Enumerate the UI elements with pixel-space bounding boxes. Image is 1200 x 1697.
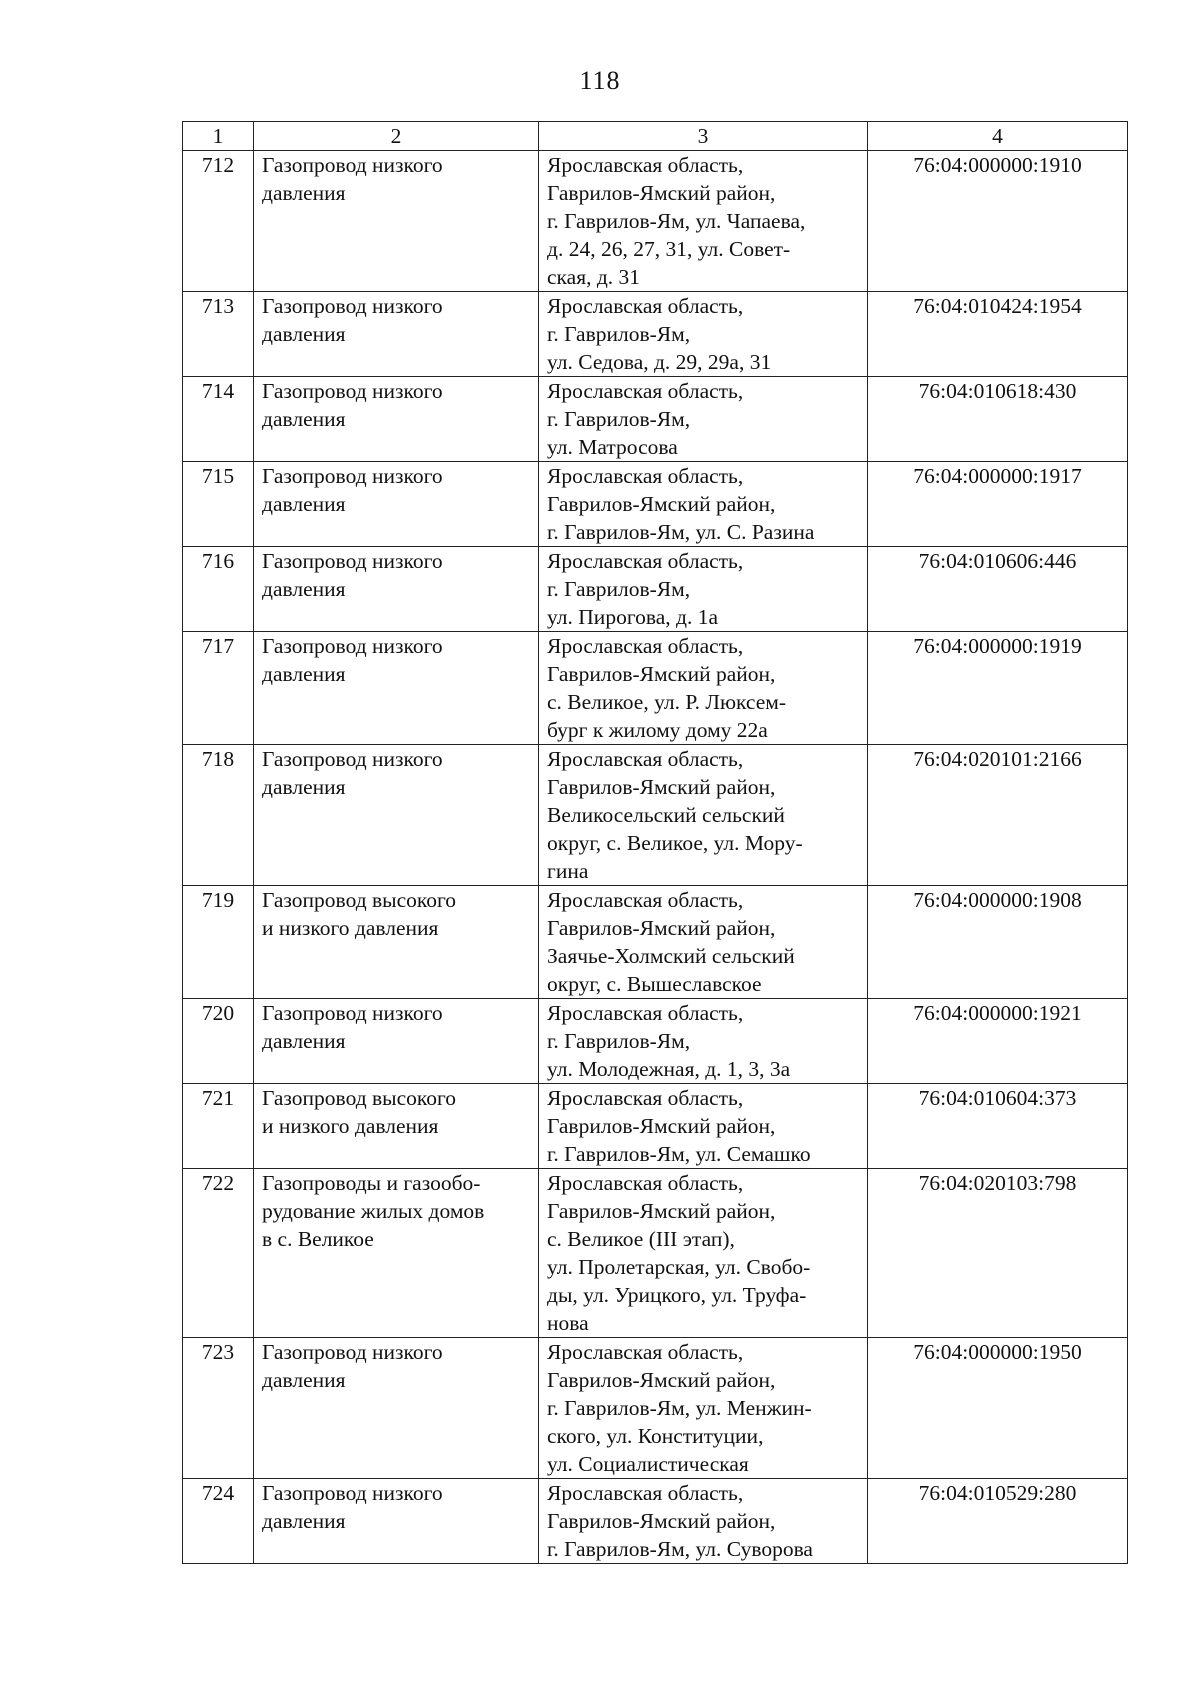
cadastral-number: 76:04:000000:1917 [868,462,1128,547]
table-row [183,547,1128,632]
cadastral-number: 76:04:010606:446 [868,547,1128,632]
object-address: Ярославская область, Гаврилов-Ямский район, Заячье-Холмский сельский округ, с. Вышеславское [539,886,868,999]
row-number: 724 [183,1479,254,1564]
cadastral-number: 76:04:010604:373 [868,1084,1128,1169]
page-number: 118 [579,66,621,95]
object-address: Ярославская область, Гаврилов-Ямский район, г. Гаврилов-Ям, ул. Суворова [539,1479,868,1564]
object-address: Ярославская область, г. Гаврилов-Ям, ул. Матросова [539,377,868,462]
row-number: 718 [183,745,254,886]
column-header-1: 1 [183,122,254,151]
cadastral-number: 76:04:000000:1910 [868,151,1128,292]
object-address: Ярославская область, Гаврилов-Ямский район, г. Гаврилов-Ям, ул. С. Разина [539,462,868,547]
row-number: 721 [183,1084,254,1169]
row-number: 719 [183,886,254,999]
row-number: 716 [183,547,254,632]
cadastral-number: 76:04:010529:280 [868,1479,1128,1564]
object-name: Газопровод низкого давления [254,632,539,745]
object-address: Ярославская область, г. Гаврилов-Ям, ул. Молодежная, д. 1, 3, 3а [539,999,868,1084]
cadastral-number: 76:04:000000:1950 [868,1338,1128,1479]
table-row [183,745,1128,886]
table-row [183,1084,1128,1169]
object-name: Газопровод низкого давления [254,292,539,377]
table-row [183,632,1128,745]
object-name: Газопровод высокого и низкого давления [254,886,539,999]
column-header-2: 2 [254,122,539,151]
table-header [183,122,1128,151]
object-name: Газопровод низкого давления [254,1338,539,1479]
object-address: Ярославская область, Гаврилов-Ямский район, г. Гаврилов-Ям, ул. Менжин- ского, ул. Конституции, ул. Социалистическая [539,1338,868,1479]
table-row [183,292,1128,377]
object-name: Газопровод низкого давления [254,745,539,886]
cadastral-number: 76:04:000000:1919 [868,632,1128,745]
table-row [183,377,1128,462]
object-address: Ярославская область, г. Гаврилов-Ям, ул. Пирогова, д. 1а [539,547,868,632]
row-number: 722 [183,1169,254,1338]
object-address: Ярославская область, Гаврилов-Ямский район, г. Гаврилов-Ям, ул. Семашко [539,1084,868,1169]
column-header-3: 3 [539,122,868,151]
row-number: 714 [183,377,254,462]
object-name: Газопровод низкого давления [254,151,539,292]
object-name: Газопровод низкого давления [254,462,539,547]
table-row [183,462,1128,547]
object-address: Ярославская область, Гаврилов-Ямский район, с. Великое, ул. Р. Люксем- бург к жилому дому 22а [539,632,868,745]
row-number: 723 [183,1338,254,1479]
table-body [183,151,1128,1564]
cadastral-number: 76:04:020101:2166 [868,745,1128,886]
table-row [183,999,1128,1084]
table-row [183,1169,1128,1338]
table-row [183,886,1128,999]
cadastral-number: 76:04:000000:1921 [868,999,1128,1084]
column-header-4: 4 [868,122,1128,151]
row-number: 720 [183,999,254,1084]
row-number: 712 [183,151,254,292]
row-number: 713 [183,292,254,377]
row-number: 717 [183,632,254,745]
object-name: Газопровод высокого и низкого давления [254,1084,539,1169]
object-name: Газопровод низкого давления [254,377,539,462]
cadastral-number: 76:04:020103:798 [868,1169,1128,1338]
row-number: 715 [183,462,254,547]
table-row [183,151,1128,292]
object-name: Газопровод низкого давления [254,999,539,1084]
object-address: Ярославская область, г. Гаврилов-Ям, ул. Седова, д. 29, 29а, 31 [539,292,868,377]
header-row [183,122,1128,151]
object-name: Газопроводы и газообо- рудование жилых домов в с. Великое [254,1169,539,1338]
object-address: Ярославская область, Гаврилов-Ямский район, Великосельский сельский округ, с. Великое, ул. Мору- гина [539,745,868,886]
cadastral-number: 76:04:010424:1954 [868,292,1128,377]
cadastral-number: 76:04:000000:1908 [868,886,1128,999]
object-address: Ярославская область, Гаврилов-Ямский район, с. Великое (III этап), ул. Пролетарская, ул. Свобо- ды, ул. Урицкого, ул. Труфа- нова [539,1169,868,1338]
table-row [183,1338,1128,1479]
registry-table [182,121,1128,1564]
cadastral-number: 76:04:010618:430 [868,377,1128,462]
object-name: Газопровод низкого давления [254,547,539,632]
object-name: Газопровод низкого давления [254,1479,539,1564]
table-row [183,1479,1128,1564]
object-address: Ярославская область, Гаврилов-Ямский район, г. Гаврилов-Ям, ул. Чапаева, д. 24, 26, 27, 31, ул. Совет- ская, д. 31 [539,151,868,292]
